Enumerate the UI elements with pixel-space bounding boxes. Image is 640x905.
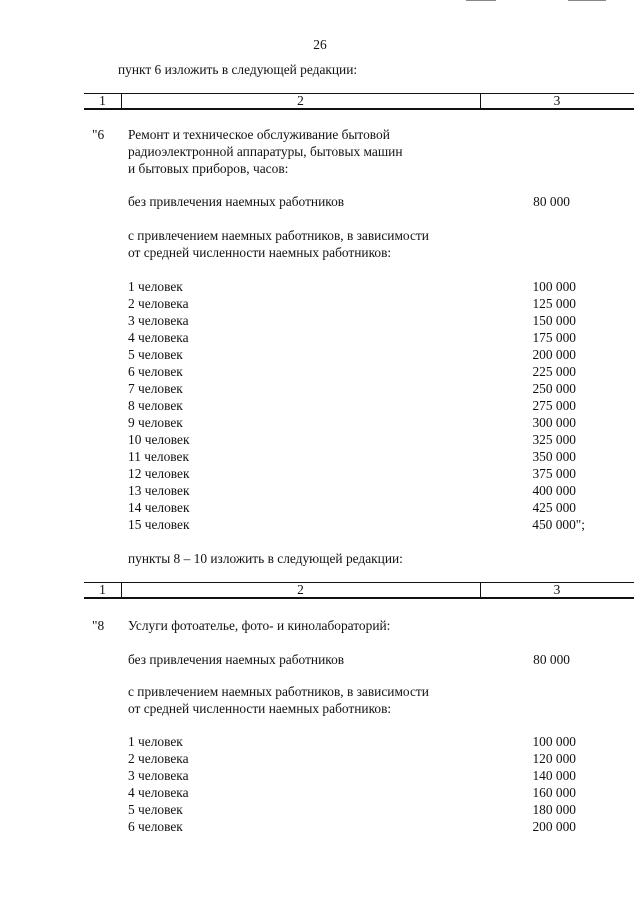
row-label: 2 человека (128, 751, 189, 766)
row-label: 12 человек (128, 466, 190, 481)
row-value: 225 000 (532, 364, 576, 379)
section1-item-number: "6 (92, 127, 105, 142)
row-label: 7 человек (128, 381, 183, 396)
table-row (128, 363, 576, 380)
table-row (128, 499, 576, 516)
section2-title-line: Услуги фотоателье, фото- и кинолабораторий: (128, 618, 391, 633)
section1-title-line: и бытовых приборов, часов: (128, 161, 289, 176)
table-row (128, 346, 576, 363)
row-value: 425 000 (532, 500, 576, 515)
no-workers-value: 80 000 (533, 652, 570, 667)
section2-column-header-table (84, 582, 634, 599)
row-value: 180 000 (532, 802, 576, 817)
row-label: 13 человек (128, 483, 190, 498)
table-row (128, 380, 576, 397)
table-row (128, 818, 576, 835)
row-label: 3 человека (128, 768, 189, 783)
table-row (128, 448, 576, 465)
section2-with-workers-line: с привлечением наемных работников, в зависимости (128, 684, 429, 699)
scan-artifact-line (466, 0, 496, 1)
no-workers-value: 80 000 (533, 194, 570, 209)
section1-intro: пункт 6 изложить в следующей редакции: (118, 62, 358, 77)
column-header-1: 1 (99, 93, 106, 108)
row-value: 375 000 (532, 466, 576, 481)
table-row (128, 414, 576, 431)
row-label: 8 человек (128, 398, 183, 413)
section2-no-workers-row (128, 651, 576, 668)
section1-title-line: радиоэлектронной аппаратуры, бытовых машин (128, 144, 403, 159)
table-row (128, 295, 576, 312)
row-label: 11 человек (128, 449, 189, 464)
row-value: 325 000 (532, 432, 576, 447)
row-value: 200 000 (532, 819, 576, 834)
row-label: 5 человек (128, 347, 183, 362)
column-header-3: 3 (553, 93, 561, 108)
column-header-2: 2 (297, 582, 304, 597)
row-label: 4 человека (128, 330, 189, 345)
row-value: 250 000 (532, 381, 576, 396)
column-header-2: 2 (297, 93, 304, 108)
row-label: 14 человек (128, 500, 190, 515)
section1-no-workers-row (128, 193, 576, 210)
table-row (128, 397, 576, 414)
table-row (128, 750, 576, 767)
table-row (128, 329, 576, 346)
table-row (128, 801, 576, 818)
table-row (128, 482, 576, 499)
section2-with-workers-line: от средней численности наемных работников: (128, 701, 392, 716)
row-value: 300 000 (532, 415, 576, 430)
page-number: 26 (313, 37, 327, 52)
row-label: 6 человек (128, 364, 183, 379)
row-value: 100 000 (532, 734, 576, 749)
row-value: 160 000 (532, 785, 576, 800)
section1-with-workers-line: с привлечением наемных работников, в зависимости (128, 228, 429, 243)
row-label: 5 человек (128, 802, 183, 817)
row-label: 3 человека (128, 313, 189, 328)
row-value: 100 000 (532, 279, 576, 294)
row-value: 275 000 (532, 398, 576, 413)
no-workers-label: без привлечения наемных работников (128, 652, 345, 667)
row-value: 400 000 (532, 483, 576, 498)
row-label: 1 человек (128, 734, 183, 749)
table-row (128, 465, 576, 482)
table-row (128, 767, 576, 784)
row-label: 15 человек (128, 517, 190, 532)
table-row (128, 784, 576, 801)
row-label: 2 человека (128, 296, 189, 311)
row-value: 450 000"; (532, 517, 585, 532)
section2-intro: пункты 8 – 10 изложить в следующей редакции: (128, 551, 403, 566)
row-label: 6 человек (128, 819, 183, 834)
column-header-3: 3 (553, 582, 561, 597)
row-value: 175 000 (532, 330, 576, 345)
column-header-1: 1 (99, 582, 106, 597)
table-row (128, 516, 585, 533)
section1-title-line: Ремонт и техническое обслуживание бытовой (128, 127, 390, 142)
row-value: 200 000 (532, 347, 576, 362)
row-value: 140 000 (532, 768, 576, 783)
scan-artifact-line (568, 0, 606, 1)
row-label: 9 человек (128, 415, 183, 430)
table-row (128, 278, 576, 295)
section2-item-number: "8 (92, 618, 105, 633)
row-value: 350 000 (532, 449, 576, 464)
row-value: 125 000 (532, 296, 576, 311)
table-row (128, 312, 576, 329)
row-value: 120 000 (532, 751, 576, 766)
table-row (128, 733, 576, 750)
table-row (128, 431, 576, 448)
section1-column-header-table (84, 93, 634, 110)
row-label: 1 человек (128, 279, 183, 294)
row-label: 4 человека (128, 785, 189, 800)
row-value: 150 000 (532, 313, 576, 328)
no-workers-label: без привлечения наемных работников (128, 194, 345, 209)
row-label: 10 человек (128, 432, 190, 447)
section1-with-workers-line: от средней численности наемных работников: (128, 245, 392, 260)
